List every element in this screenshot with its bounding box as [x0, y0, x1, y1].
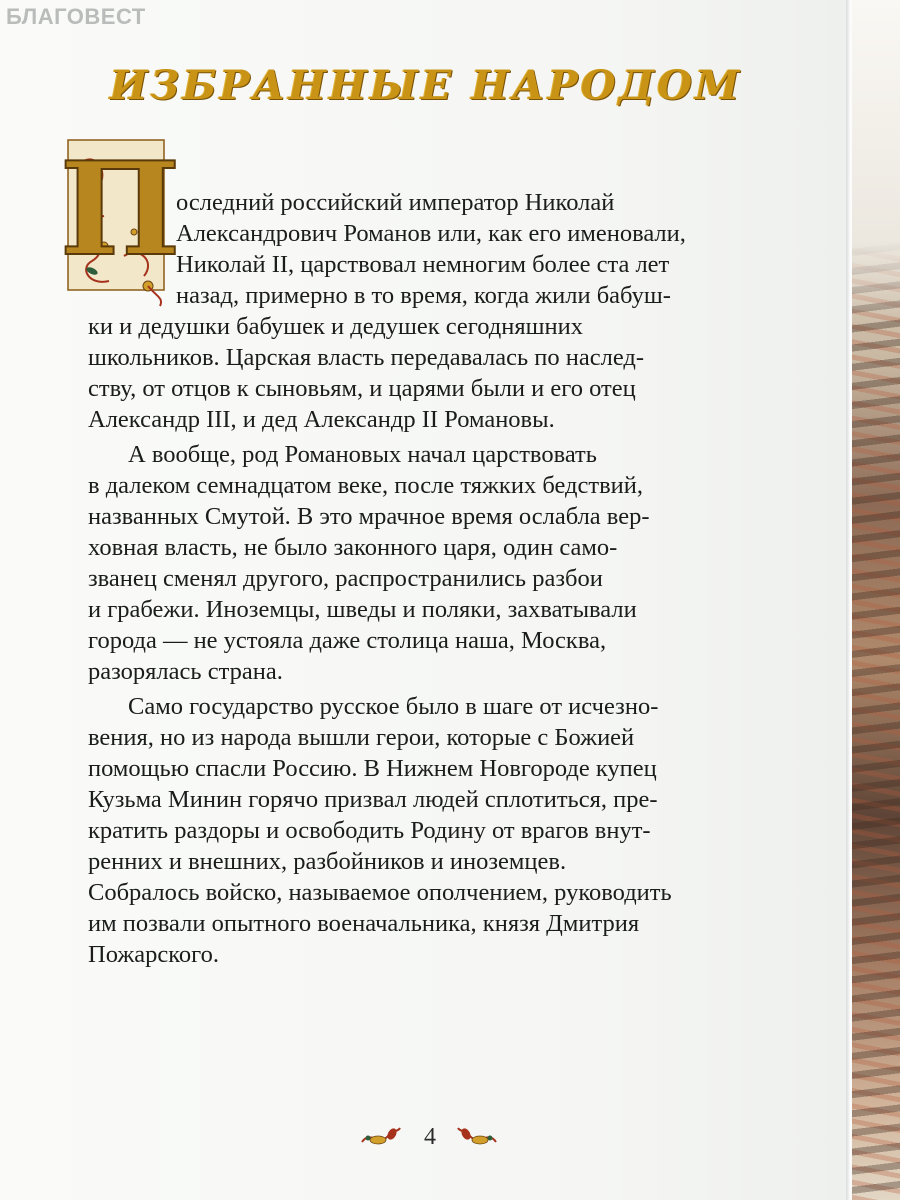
text-line: и грабежи. Иноземцы, шведы и поляки, захватывали — [88, 596, 637, 623]
text-line: кратить раздоры и освободить Родину от врагов внут- — [88, 817, 651, 844]
text-line: оследний российский император Николай — [176, 189, 615, 216]
text-line: Кузьма Минин горячо призвал людей сплотиться, пре- — [88, 786, 658, 813]
illuminated-dropcap — [59, 135, 181, 308]
dropcap-letter: П — [59, 135, 181, 285]
text-line: ренних и внешних, разбойников и иноземцев. — [88, 848, 567, 875]
page-footer — [0, 1118, 852, 1158]
text-line: Собралось войско, называемое ополчением, руководить — [88, 879, 672, 906]
text-line: Николай II, царствовал немногим более ста лет — [176, 251, 670, 278]
text-line: названных Смутой. В это мрачное время ослабла вер- — [88, 503, 650, 530]
text-line: города — не устояла даже столица наша, Москва, — [88, 627, 607, 654]
text-line: помощью спасли Россию. В Нижнем Новгороде купец — [88, 755, 657, 782]
text-line: ки и дедушки бабушек и дедушек сегодняшних — [88, 313, 583, 340]
text-line: Пожарского. — [88, 941, 219, 968]
text-line: Само государство русское было в шаге от исчезно- — [128, 693, 659, 720]
right-ornament-icon — [456, 1120, 500, 1150]
text-line: вения, но из народа вышли герои, которые с Божией — [88, 724, 635, 751]
text-line: ховная власть, не было законного царя, один само- — [88, 534, 618, 561]
text-line: школьников. Царская власть передавалась по наслед- — [88, 344, 644, 371]
text-line: им позвали опытного военачальника, князя Дмитрия — [88, 910, 640, 937]
text-line: разорялась страна. — [88, 658, 283, 685]
text-line: А вообще, род Романовых начал царствовать — [128, 441, 597, 468]
text-line: Александр III, и дед Александр II Романовы. — [88, 406, 555, 433]
left-ornament-icon — [358, 1120, 402, 1150]
dropcap-ornament-icon — [59, 135, 181, 308]
page-title: ИЗБРАННЫЕ НАРОДОМ — [109, 62, 743, 109]
page-number: 4 — [424, 1124, 436, 1150]
text-line: назад, примерно в то время, когда жили бабуш- — [176, 282, 671, 309]
text-line: ству, от отцов к сыновьям, и царями были и его отец — [88, 375, 636, 402]
text-line: Александрович Романов или, как его именовали, — [176, 220, 686, 247]
publisher-watermark: БЛАГОВЕСТ — [6, 4, 146, 29]
text-line: званец сменял другого, распространились разбои — [88, 565, 603, 592]
adjacent-page-illustration — [852, 0, 900, 1200]
text-line: в далеком семнадцатом веке, после тяжких бедствий, — [88, 472, 643, 499]
